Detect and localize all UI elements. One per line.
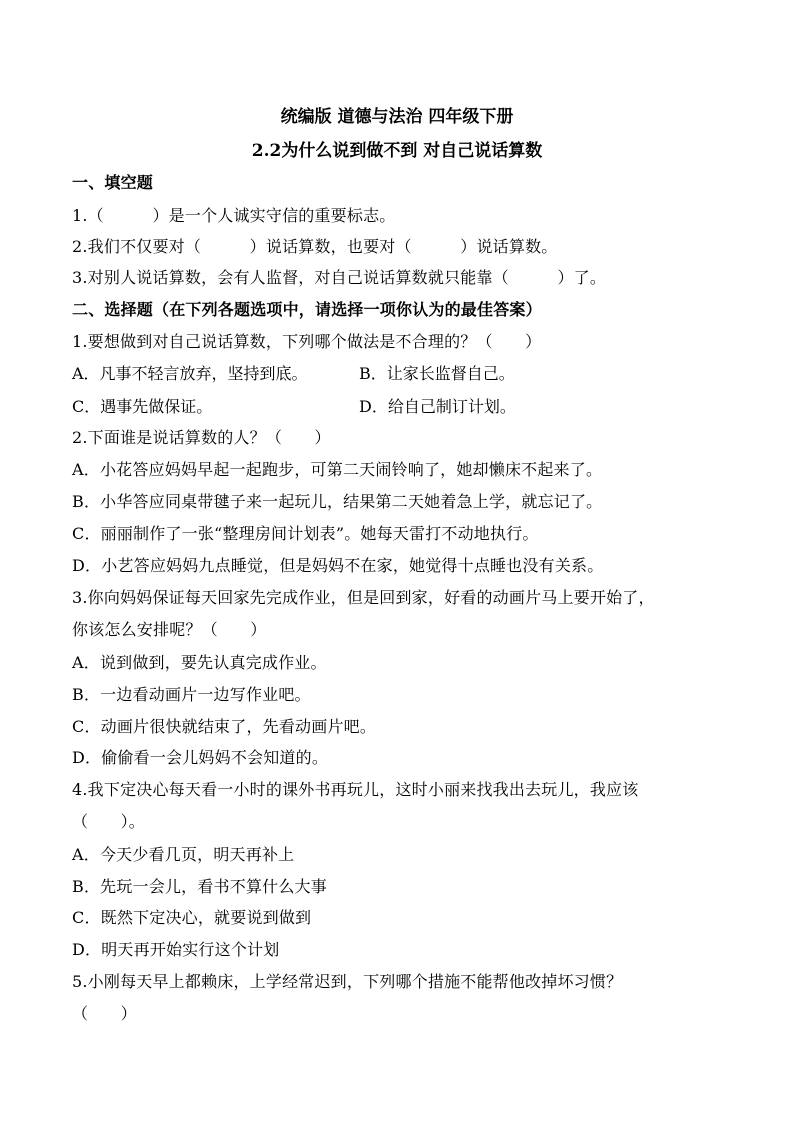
choice-option-d: D．小艺答应妈妈九点睡觉，但是妈妈不在家，她觉得十点睡也没有关系。 xyxy=(72,556,604,575)
choice-option-b: B．小华答应同桌带毽子来一起玩儿，结果第二天她着急上学，就忘记了。 xyxy=(72,492,603,511)
choice-option-a: A．凡事不轻言放弃，坚持到底。 xyxy=(72,364,308,383)
choice-question-3-stem-line2: 你该怎么安排呢？（ ） xyxy=(72,620,267,639)
fill-question-3: 3.对别人说话算数，会有人监督，对自己说话算数就只能靠（ ）了。 xyxy=(72,268,607,287)
document-title-line2: 2.2为什么说到做不到 对自己说话算数 xyxy=(251,141,543,161)
choice-question-5-stem-line1: 5.小刚每天早上都赖床，上学经常迟到，下列哪个措施不能帮他改掉坏习惯？ xyxy=(72,972,623,991)
choice-option-a: A．说到做到，要先认真完成作业。 xyxy=(72,653,327,672)
choice-question-5-stem-line2: （ ） xyxy=(72,1004,137,1023)
choice-option-c: C．遇事先做保证。 xyxy=(72,397,213,416)
choice-option-c: C．丽丽制作了一张“整理房间计划表”。她每天雷打不动地执行。 xyxy=(72,524,539,543)
section-heading-multiple-choice: 二、选择题（在下列各题选项中，请选择一项你认为的最佳答案） xyxy=(72,300,542,319)
choice-option-a: A．今天少看几页，明天再补上 xyxy=(72,845,295,864)
fill-question-1: 1.（ ）是一个人诚实守信的重要标志。 xyxy=(72,206,396,225)
choice-question-1-stem: 1.要想做到对自己说话算数，下列哪个做法是不合理的？（ ） xyxy=(72,332,542,351)
choice-option-a: A．小花答应妈妈早起一起跑步，可第二天闹铃响了，她却懒床不起来了。 xyxy=(72,460,603,479)
choice-option-c: C．既然下定决心，就要说到做到 xyxy=(72,908,312,927)
choice-question-3-stem-line1: 3.你向妈妈保证每天回家先完成作业，但是回到家，好看的动画片马上要开始了， xyxy=(72,588,655,607)
choice-question-2-stem: 2.下面谁是说话算数的人？（ ） xyxy=(72,428,331,447)
choice-option-c: C．动画片很快就结束了，先看动画片吧。 xyxy=(72,717,377,736)
choice-question-4-stem-line1: 4.我下定决心每天看一小时的课外书再玩儿，这时小丽来找我出去玩儿，我应该 xyxy=(72,780,639,799)
choice-option-d: D．偷偷看一会儿妈妈不会知道的。 xyxy=(72,748,329,767)
fill-question-2: 2.我们不仅要对（ ）说话算数，也要对（ ）说话算数。 xyxy=(72,237,558,256)
choice-option-b: B．让家长监督自己。 xyxy=(359,364,515,383)
choice-option-b: B．先玩一会儿，看书不算什么大事 xyxy=(72,877,327,896)
section-heading-fill-in: 一、填空题 xyxy=(72,173,154,192)
choice-option-b: B．一边看动画片一边写作业吧。 xyxy=(72,685,311,704)
document-title-line1: 统编版 道德与法治 四年级下册 xyxy=(280,107,514,127)
choice-option-d: D．给自己制订计划。 xyxy=(359,397,516,416)
choice-question-4-stem-line2: （ ）。 xyxy=(72,812,146,831)
choice-option-d: D．明天再开始实行这个计划 xyxy=(72,940,280,959)
